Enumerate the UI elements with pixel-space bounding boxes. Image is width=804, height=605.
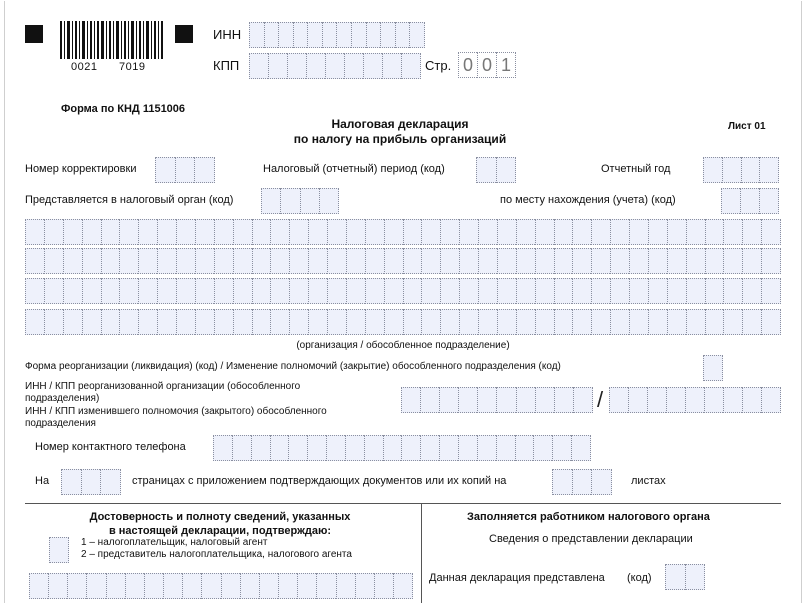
page-digit: 0: [477, 52, 496, 78]
organization-name-row-1[interactable]: [25, 219, 781, 245]
barcode-icon: [59, 21, 163, 59]
confirm-option-2: 2 – представитель налогоплательщика, налогового агента: [81, 549, 352, 560]
organization-name-row-2[interactable]: [25, 248, 781, 274]
inn-label: ИНН: [213, 27, 242, 42]
tax-authority-field[interactable]: [261, 188, 339, 214]
bottom-section-separator: [421, 503, 422, 603]
submitted-code-field[interactable]: [665, 564, 705, 590]
location-field[interactable]: [721, 188, 779, 214]
confirm-option-1: 1 – налогоплательщик, налоговый агент: [81, 537, 268, 548]
confirm-role-field[interactable]: [49, 537, 69, 563]
signer-name-row[interactable]: [29, 573, 413, 599]
reorg-inn-kpp-label-line2: подразделения): [25, 393, 100, 404]
barcode-number-left: 0021: [71, 61, 98, 73]
form-knd: Форма по КНД 1151006: [61, 103, 186, 115]
form-title-line2: по налогу на прибыль организаций: [293, 132, 507, 146]
reorg-kpp-field[interactable]: [609, 387, 781, 413]
tax-period-label: Налоговый (отчетный) период (код): [263, 163, 445, 175]
tax-declaration-page: [4, 1, 802, 603]
organization-name-row-4[interactable]: [25, 309, 781, 335]
page-digit: 1: [496, 52, 516, 78]
reporting-year-label: Отчетный год: [601, 163, 671, 175]
inn-field[interactable]: [249, 22, 425, 48]
sheet-label: Лист 01: [728, 121, 766, 132]
confirm-title-line1: Достоверность и полноту сведений, указанных: [89, 511, 351, 523]
sheets-label: листах: [631, 475, 666, 487]
page-number-label: Стр.: [425, 58, 452, 73]
tax-authority-section-subtitle: Сведения о представлении декларации: [489, 533, 693, 545]
page-number-field: [458, 52, 516, 76]
reorg-inn-kpp-label-line1: ИНН / КПП реорганизованной организации (обособленного: [25, 381, 301, 392]
registration-marker-right: [175, 25, 193, 43]
sheets-count-field[interactable]: [552, 469, 612, 495]
registration-marker-left: [25, 25, 43, 43]
reorganization-form-label: Форма реорганизации (ликвидация) (код) / Изменение полномочий (закрытие) обособленного подразделения (код): [25, 361, 561, 372]
kpp-field[interactable]: [249, 53, 421, 79]
changed-inn-kpp-label-line2: подразделения: [25, 418, 96, 429]
bottom-section-divider: [25, 503, 781, 504]
kpp-label: КПП: [213, 58, 240, 73]
correction-number-field[interactable]: [155, 157, 215, 183]
reporting-year-field[interactable]: [703, 157, 779, 183]
form-title-line1: Налоговая декларация: [331, 117, 469, 131]
submitted-label: Данная декларация представлена: [429, 572, 605, 584]
reorg-inn-field[interactable]: [401, 387, 593, 413]
location-label: по месту нахождения (учета) (код): [500, 194, 676, 206]
pages-description: страницах с приложением подтверждающих документов или их копий на: [132, 475, 507, 487]
confirm-title-line2: в настоящей декларации, подтверждаю:: [108, 525, 332, 537]
correction-number-label: Номер корректировки: [25, 163, 137, 175]
phone-field[interactable]: [213, 435, 591, 461]
page-digit: 0: [458, 52, 477, 78]
submitted-code-label: (код): [627, 572, 652, 584]
tax-period-field[interactable]: [476, 157, 516, 183]
inn-kpp-separator: /: [597, 387, 604, 412]
phone-label: Номер контактного телефона: [35, 441, 186, 453]
pages-count-field[interactable]: [61, 469, 121, 495]
organization-caption: (организация / обособленное подразделение): [296, 340, 510, 351]
organization-name-row-3[interactable]: [25, 278, 781, 304]
tax-authority-section-title: Заполняется работником налогового органа: [467, 511, 710, 523]
tax-authority-label: Представляется в налоговый орган (код): [25, 194, 234, 206]
barcode-number-right: 7019: [119, 61, 146, 73]
changed-inn-kpp-label-line1: ИНН / КПП изменившего полномочия (закрытого) обособленного: [25, 406, 327, 417]
reorganization-form-field[interactable]: [703, 355, 723, 381]
on-label: На: [35, 475, 50, 487]
